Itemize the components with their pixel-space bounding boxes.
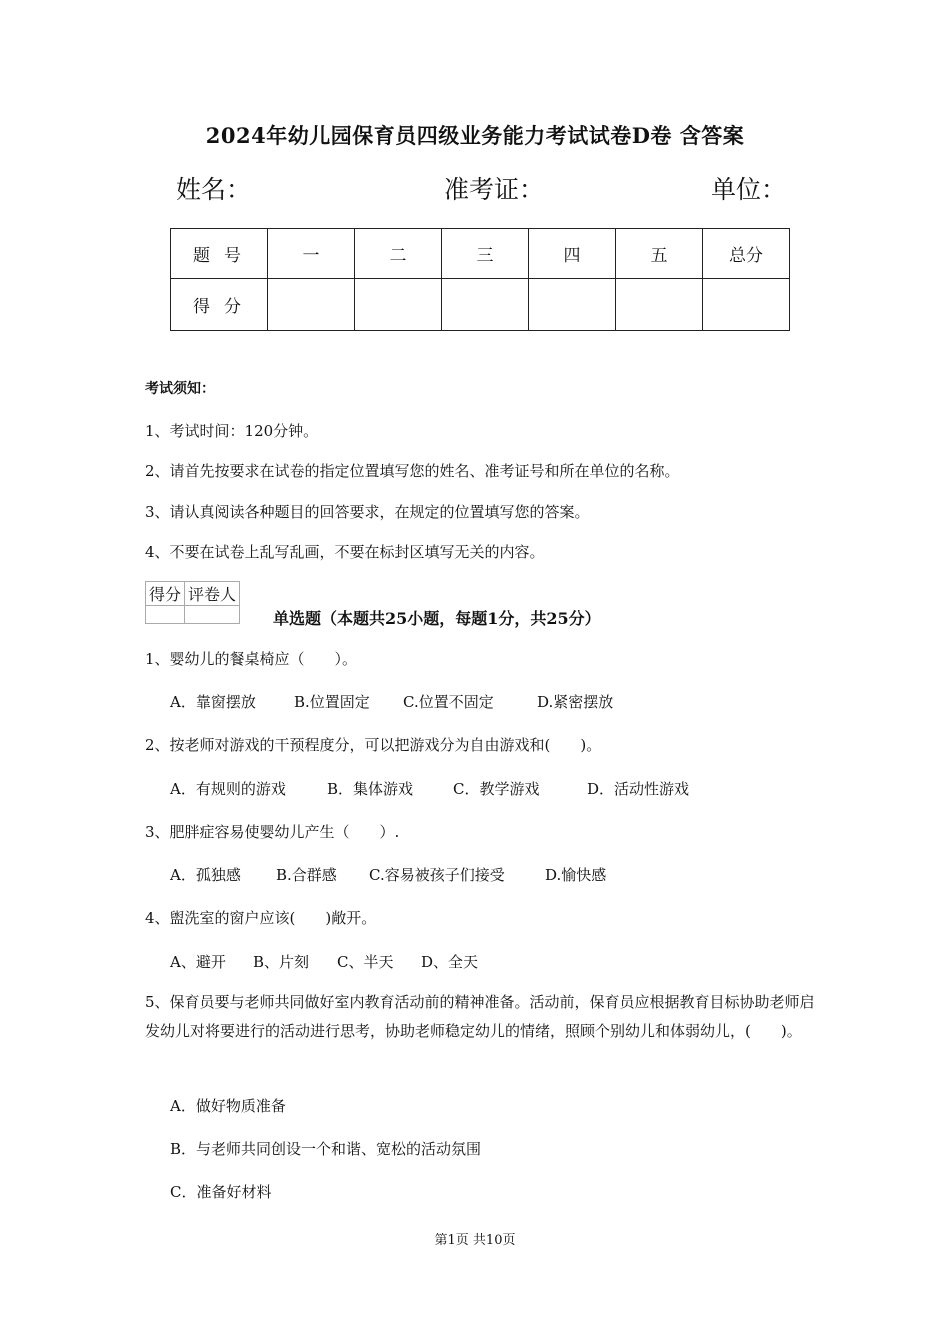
- score-cell: [703, 279, 790, 331]
- option: A．做好物质准备: [170, 1097, 286, 1115]
- question-options: [170, 864, 606, 885]
- document-title: 2024年幼儿园保育员四级业务能力考试试卷D卷 含答案: [205, 123, 745, 148]
- page-footer: 第1页 共10页: [434, 1233, 516, 1248]
- option: D．活动性游戏: [587, 780, 690, 798]
- column-header: 三: [442, 229, 529, 279]
- score-table: [170, 228, 790, 331]
- question-stem: 2、按老师对游戏的干预程度分，可以把游戏分为自由游戏和( )。: [145, 736, 602, 754]
- score-label: 得分: [171, 279, 268, 331]
- column-header: 一: [268, 229, 355, 279]
- option: B、片刻: [253, 953, 310, 971]
- score-table-header-row: [171, 229, 790, 279]
- option: C．教学游戏: [453, 780, 540, 798]
- option: B．集体游戏: [327, 780, 414, 798]
- column-header: 四: [529, 229, 616, 279]
- grader-header-row: [146, 582, 240, 606]
- grader-score-label: 得分: [146, 582, 185, 606]
- score-cell: [355, 279, 442, 331]
- notice-item: 1、考试时间：120分钟。: [145, 422, 319, 440]
- question-stem: 1、婴幼儿的餐桌椅应（ ）。: [145, 650, 358, 668]
- unit-field-label: 单位：: [711, 175, 787, 204]
- option: A．有规则的游戏: [170, 780, 286, 798]
- exam-id-field-label: 准考证：: [444, 175, 545, 204]
- notice-title: 考试须知：: [145, 381, 215, 397]
- question-stem: 4、盥洗室的窗户应该( )敞开。: [145, 909, 377, 927]
- option: A．孤独感: [170, 866, 241, 884]
- option: B．与老师共同创设一个和谐、宽松的活动氛围: [170, 1140, 482, 1158]
- option: B.位置固定: [294, 693, 370, 711]
- score-cell: [442, 279, 529, 331]
- question-stem: 3、肥胖症容易使婴幼儿产生（ ）.: [145, 823, 400, 841]
- option: A、避开: [170, 953, 226, 971]
- notice-item: 4、不要在试卷上乱写乱画，不要在标封区填写无关的内容。: [145, 543, 545, 561]
- option: D、全天: [421, 953, 479, 971]
- option: C.位置不固定: [403, 693, 494, 711]
- grader-reviewer-cell: [185, 606, 240, 624]
- notice-item: 2、请首先按要求在试卷的指定位置填写您的姓名、准考证号和所在单位的名称。: [145, 462, 680, 480]
- option: C.容易被孩子们接受: [369, 866, 505, 884]
- grader-reviewer-label: 评卷人: [185, 582, 240, 606]
- notice-item: 3、请认真阅读各种题目的回答要求，在规定的位置填写您的答案。: [145, 503, 590, 521]
- section-title: 单选题（本题共25小题，每题1分，共25分）: [273, 609, 601, 628]
- column-header: 二: [355, 229, 442, 279]
- score-cell: [268, 279, 355, 331]
- score-table-score-row: [171, 279, 790, 331]
- question-options: [170, 778, 689, 799]
- score-cell: [529, 279, 616, 331]
- question-options: [170, 691, 613, 712]
- column-header: 五: [616, 229, 703, 279]
- question-number-label: 题号: [171, 229, 268, 279]
- name-field-label: 姓名：: [176, 175, 252, 204]
- grader-box: [145, 581, 240, 624]
- option: D.愉快感: [545, 866, 607, 884]
- option: C．准备好材料: [170, 1183, 272, 1201]
- grader-blank-row: [146, 606, 240, 624]
- grader-score-cell: [146, 606, 185, 624]
- option: B.合群感: [276, 866, 337, 884]
- question-stem: 5、保育员要与老师共同做好室内教育活动前的精神准备。活动前，保育员应根据教育目标协助老师启发幼儿对将要进行的活动进行思考，协助老师稳定幼儿的情绪，照顾个别幼儿和体弱幼儿，( )。: [145, 993, 815, 1040]
- option: A．靠窗摆放: [170, 693, 256, 711]
- option: D.紧密摆放: [537, 693, 614, 711]
- question-options: [170, 951, 478, 972]
- option: C、半天: [337, 953, 394, 971]
- column-header: 总分: [703, 229, 790, 279]
- score-cell: [616, 279, 703, 331]
